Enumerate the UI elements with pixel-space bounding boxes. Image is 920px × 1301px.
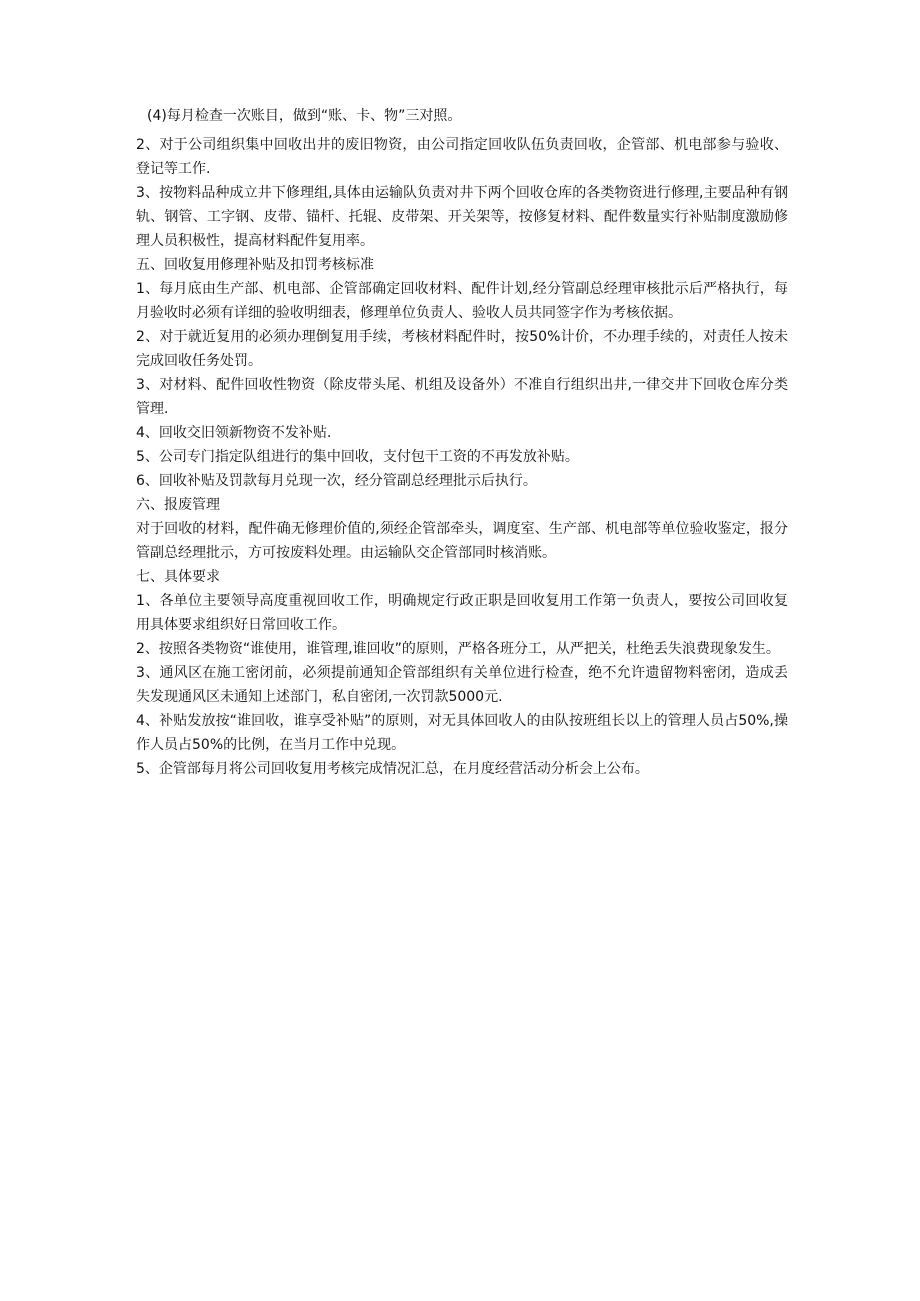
paragraph-account-check: (4)每月检查一次账目，做到“账、卡、物”三对照。 (147, 108, 462, 124)
paragraph-section5-item-5: 5、公司专门指定队组进行的集中回收，支付包干工资的不再发放补贴。 (136, 449, 579, 465)
document-body (136, 104, 788, 781)
paragraph-section7-item-5: 5、企管部每月将公司回收复用考核完成情况汇总，在月度经营活动分析会上公布。 (136, 761, 649, 777)
paragraph-section5-item-2: 2、对于就近复用的必须办理倒复用手续，考核材料配件时，按50%计价，不办理手续的，对责任人按未完成回收任务处罚。 (136, 329, 788, 369)
paragraph-section5-item-3: 3、对材料、配件回收性物资（除皮带头尾、机组及设备外）不准自行组织出井,一律交井下回收仓库分类管理. (136, 377, 788, 417)
paragraph-item-3: 3、按物料品种成立井下修理组,具体由运输队负责对井下两个回收仓库的各类物资进行修理,主要品种有钢轨、钢管、工字钢、皮带、锚杆、托辊、皮带架、开关架等，按修复材料、配件数量实行补贴制度激励修理人员积极性，提高材料配件复用率。 (136, 185, 788, 249)
section-heading-6: 六、报废管理 (136, 497, 220, 513)
paragraph-section7-item-3: 3、通风区在施工密闭前，必须提前通知企管部组织有关单位进行检查，绝不允许遗留物料密闭，造成丢失发现通风区未通知上述部门，私自密闭,一次罚款5000元. (136, 665, 788, 705)
paragraph-item-2: 2、对于公司组织集中回收出井的废旧物资，由公司指定回收队伍负责回收，企管部、机电部参与验收、登记等工作. (136, 137, 788, 177)
paragraph-section5-item-1: 1、每月底由生产部、机电部、企管部确定回收材料、配件计划,经分管副总经理审核批示后严格执行，每月验收时必须有详细的验收明细表，修理单位负责人、验收人员共同签字作为考核依据。 (136, 281, 788, 321)
section-heading-7: 七、具体要求 (136, 569, 220, 585)
paragraph-section7-item-1: 1、各单位主要领导高度重视回收工作，明确规定行政正职是回收复用工作第一负责人，要按公司回收复用具体要求组织好日常回收工作。 (136, 593, 788, 633)
paragraph-section5-item-6: 6、回收补贴及罚款每月兑现一次，经分管副总经理批示后执行。 (136, 473, 537, 489)
paragraph-section7-item-4: 4、补贴发放按“谁回收，谁享受补贴”的原则，对无具体回收人的由队按班组长以上的管理人员占50%,操作人员占50%的比例，在当月工作中兑现。 (136, 713, 788, 753)
section-heading-5: 五、回收复用修理补贴及扣罚考核标准 (136, 257, 374, 273)
paragraph-section5-item-4: 4、回收交旧领新物资不发补贴. (136, 425, 332, 441)
paragraph-section6-body: 对于回收的材料，配件确无修理价值的,须经企管部牵头，调度室、生产部、机电部等单位验收鉴定，报分管副总经理批示，方可按废料处理。由运输队交企管部同时核消账。 (136, 521, 788, 561)
paragraph-section7-item-2: 2、按照各类物资“谁使用，谁管理,谁回收”的原则，严格各班分工，从严把关，杜绝丢失浪费现象发生。 (136, 641, 780, 657)
